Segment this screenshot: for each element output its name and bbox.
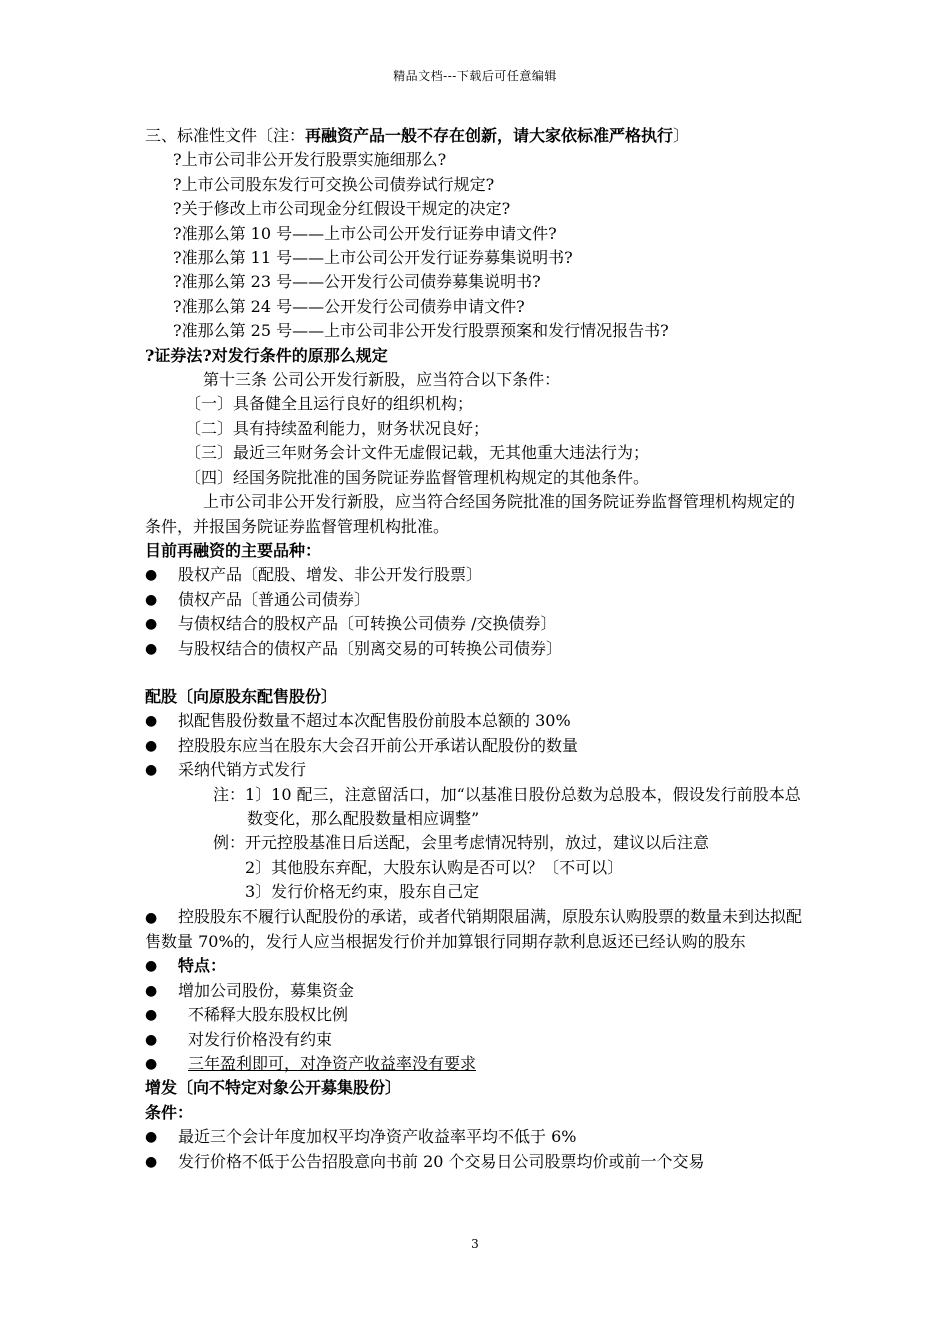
list-item: ● 采纳代销方式发行 — [145, 758, 810, 782]
regulation-item: ?准那么第 10 号——上市公司公开发行证券申请文件? — [173, 223, 557, 243]
rights-paragraph: ● 控股股东不履行认配股份的承诺，或者代销期限届满，原股东认购股票的数量未到达拟配售数量 70%的，发行人应当根据发行价并加算银行同期存款利息返还已经认购的股东 — [145, 906, 803, 951]
article-13: 第十三条 公司公开发行新股，应当符合以下条件： — [203, 370, 561, 390]
regulation-item: ?上市公司股东发行可交换公司债券试行规定? — [173, 174, 495, 194]
list-item: ● 增加公司股份，募集资金 — [145, 979, 810, 1003]
list-item: ● 三年盈利即可，对净资产收益率没有要求 — [145, 1052, 810, 1076]
list-item: ● 拟配售股份数量不超过本次配售股份前股本总额的 30% — [145, 709, 810, 733]
list-item: ● 与股权结合的债权产品〔别离交易的可转换公司债券〕 — [145, 637, 810, 661]
bullet-icon: ● — [145, 1056, 158, 1073]
bullet-icon: ● — [145, 958, 158, 975]
regulation-item: ?上市公司非公开发行股票实施细那么? — [173, 150, 447, 170]
rights-note-2: 2〕其他股东弃配，大股东认购是否可以？〔不可以〕 — [245, 857, 624, 877]
regulation-item: ?准那么第 24 号——公开发行公司债券申请文件? — [173, 296, 525, 316]
rights-example: 例：开元控股基准日后送配，会里考虑情况特别，放过，建议以后注意 — [213, 833, 710, 853]
bullet-icon: ● — [145, 567, 158, 584]
spacer — [145, 661, 810, 685]
offering-title: 增发〔向不特定对象公开募集股份〕 — [145, 1078, 402, 1098]
condition-item: 〔三〕最近三年财务会计文件无虚假记载，无其他重大违法行为； — [185, 443, 650, 463]
features-title: ● 特点： — [145, 954, 810, 978]
document-body — [145, 124, 810, 1174]
list-item: ● 股权产品〔配股、增发、非公开发行股票〕 — [145, 563, 810, 587]
list-item: ● 发行价格不低于公告招股意向书前 20 个交易日公司股票均价或前一个交易 — [145, 1150, 810, 1174]
law-title: ?证券法?对发行条件的原那么规定 — [145, 345, 388, 365]
bullet-icon: ● — [145, 909, 158, 926]
bullet-icon: ● — [145, 982, 158, 999]
offering-conditions-title: 条件： — [145, 1102, 194, 1122]
bullet-icon: ● — [145, 616, 158, 633]
regulation-item: ?准那么第 23 号——公开发行公司债券募集说明书? — [173, 272, 541, 292]
bullet-icon: ● — [145, 713, 158, 730]
regulation-item: ?关于修改上市公司现金分红假设干规定的决定? — [173, 199, 511, 219]
regulation-item: ?准那么第 25 号——上市公司非公开发行股票预案和发行情况报告书? — [173, 321, 669, 341]
list-item: ● 最近三个会计年度加权平均净资产收益率平均不低于 6% — [145, 1125, 810, 1149]
varieties-title: 目前再融资的主要品种： — [145, 540, 322, 560]
bullet-icon: ● — [145, 737, 158, 754]
condition-item: 〔四〕经国务院批准的国务院证券监督管理机构规定的其他条件。 — [185, 467, 650, 487]
page-number: 3 — [471, 1237, 479, 1251]
rights-note-1: 注：1〕10 配三，注意留活口，加“以基准日股份总数为总股本，假设发行前股本总数变化，那么配股数量相应调整” — [213, 784, 801, 828]
law-paragraph: 上市公司非公开发行新股，应当符合经国务院批准的国务院证券监督管理机构规定的条件，并报国务院证券监督管理机构批准。 — [145, 492, 796, 536]
list-item: ● 与债权结合的股权产品〔可转换公司债券 /交换债券〕 — [145, 612, 810, 636]
list-item: ● 不稀释大股东股权比例 — [145, 1003, 810, 1027]
bullet-icon: ● — [145, 1031, 158, 1048]
rights-title: 配股〔向原股东配售股份〕 — [145, 686, 338, 706]
section-title: 三、标准性文件〔注：再融资产品一般不存在创新，请大家依标准严格执行〕 — [145, 126, 690, 145]
page-header: 精品文档---下载后可任意编辑 — [393, 69, 557, 83]
bullet-icon: ● — [145, 1153, 158, 1170]
list-item: ● 债权产品〔普通公司债券〕 — [145, 588, 810, 612]
condition-item: 〔二〕具有持续盈利能力，财务状况良好； — [185, 418, 490, 438]
bullet-icon: ● — [145, 640, 158, 657]
bullet-icon: ● — [145, 591, 158, 608]
list-item: ● 控股股东应当在股东大会召开前公开承诺认配股份的数量 — [145, 734, 810, 758]
regulation-item: ?准那么第 11 号——上市公司公开发行证券募集说明书? — [173, 248, 573, 268]
rights-note-3: 3〕发行价格无约束，股东自己定 — [245, 882, 480, 902]
list-item: ● 对发行价格没有约束 — [145, 1028, 810, 1052]
condition-item: 〔一〕具备健全且运行良好的组织机构； — [185, 394, 474, 414]
bullet-icon: ● — [145, 762, 158, 779]
bullet-icon: ● — [145, 1007, 158, 1024]
bullet-icon: ● — [145, 1129, 158, 1146]
